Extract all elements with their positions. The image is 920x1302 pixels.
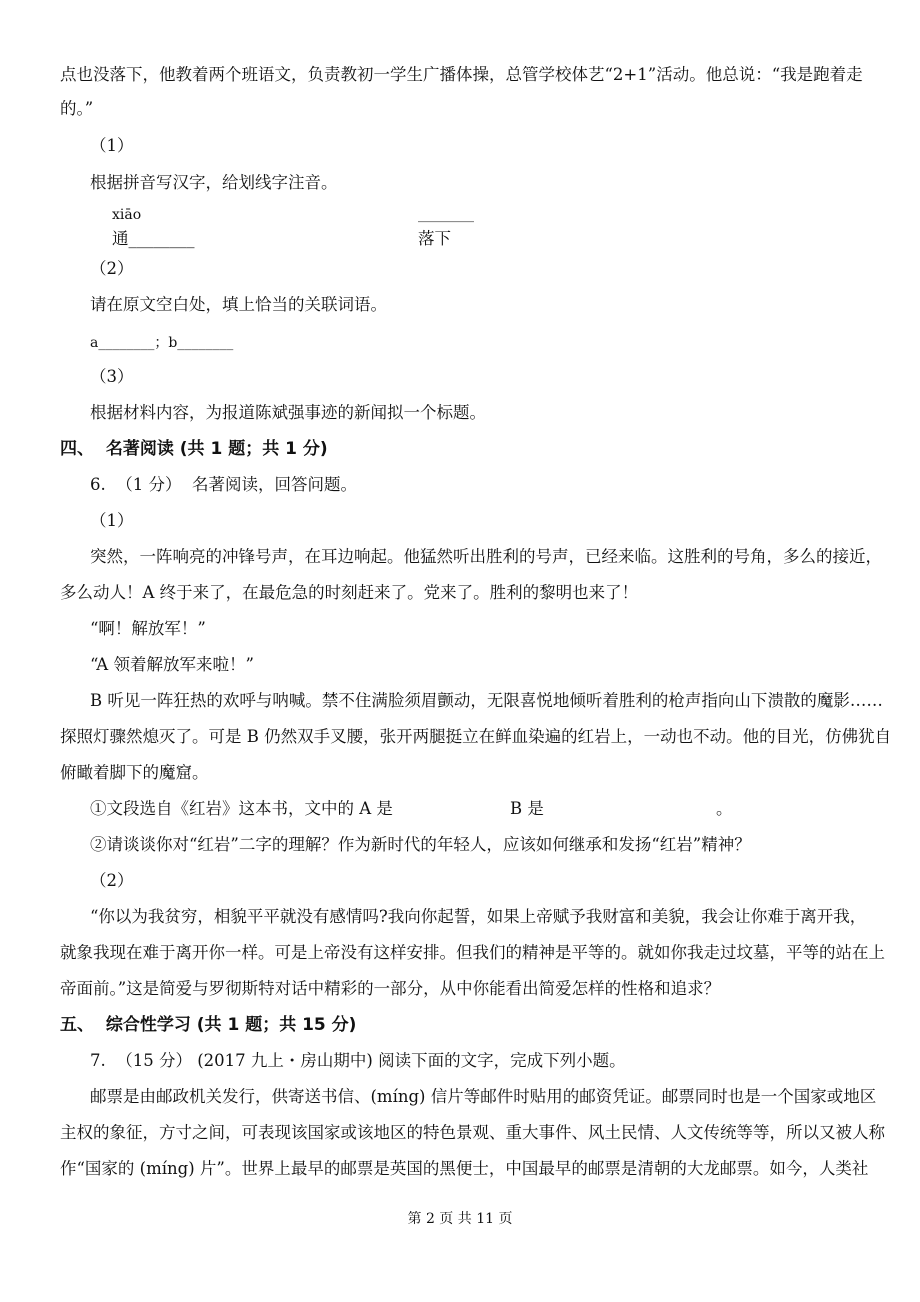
text-line: 就象我现在难于离开你一样。可是上帝没有这样安排。但我们的精神是平等的。就如你我走过坟墓，平等的站在上 (60, 943, 885, 962)
text-line: 点也没落下，他教着两个班语文，负责教初一学生广播体操，总管学校体艺“2+1”活动。他总说：“我是跑着走 (60, 65, 863, 84)
question-text: 根据拼音写汉字，给划线字注音。 (90, 173, 338, 192)
text-line: “A 领着解放军来啦！” (90, 655, 254, 674)
section-heading: 五、 综合性学习 (共 1 题；共 15 分) (60, 1015, 357, 1035)
subquestion-number: （1） (90, 511, 134, 530)
subquestion-number: （2） (90, 259, 134, 278)
question-title: 7. （15 分） (2017 九上・房山期中) 阅读下面的文字，完成下列小题。 (90, 1051, 626, 1070)
subquestion-number: （2） (90, 871, 134, 890)
subquestion-number: （3） (90, 367, 134, 386)
section-heading: 四、 名著阅读 (共 1 题；共 1 分) (60, 439, 328, 459)
text-line: 主权的象征，方寸之间，可表现该国家或该地区的特色景观、重大事件、风土民情、人文传统等等，所以又被人称 (60, 1123, 885, 1142)
text-line: 的。” (60, 99, 94, 118)
subquestion-number: （1） (90, 136, 134, 155)
text-line: 突然，一阵响亮的冲锋号声，在耳边响起。他猛然听出胜利的号声，已经来临。这胜利的号角，多么的接近， (90, 547, 882, 566)
text-line: B 听见一阵狂热的欢呼与呐喊。禁不住满脸须眉颤动，无限喜悦地倾听着胜利的枪声指向山下溃散的魔影…… (90, 691, 883, 710)
text-line: 探照灯骤然熄灭了。可是 B 仍然双手叉腰，张开两腿挺立在鲜血染遍的红岩上，一动也不动。他的目光，仿佛犹自 (60, 727, 892, 746)
question-text: 请在原文空白处，填上恰当的关联词语。 (90, 295, 387, 314)
pinyin-label: xiāo (112, 207, 142, 223)
question-text: 。 (716, 799, 733, 818)
text-line: “啊！解放军！” (90, 619, 206, 638)
question-title: 6. （1 分） 名著阅读，回答问题。 (90, 475, 357, 494)
word-luoxia: 落下 (418, 229, 451, 248)
question-text: B 是 (510, 799, 544, 818)
text-line: 俯瞰着脚下的魔窟。 (60, 763, 209, 782)
question-text: 根据材料内容，为报道陈斌强事迹的新闻拟一个标题。 (90, 403, 486, 422)
answer-blank-tong: 通________ (112, 229, 195, 248)
text-line: 邮票是由邮政机关发行，供寄送书信、(míng) 信片等邮件时贴用的邮资凭证。邮票同时也是一个国家或地区 (90, 1087, 877, 1106)
question-text: ②请谈谈你对“红岩”二字的理解？作为新时代的年轻人，应该如何继承和发扬“红岩”精神？ (90, 835, 751, 854)
text-line: 多么动人！A 终于来了，在最危急的时刻赶来了。党来了。胜利的黎明也来了！ (60, 583, 639, 602)
answer-blanks: a________；b________ (90, 335, 234, 351)
page-footer: 第 2 页 共 11 页 (407, 1211, 513, 1227)
answer-blank: ________ (418, 207, 474, 223)
question-text: ①文段选自《红岩》这本书，文中的 A 是 (90, 799, 393, 818)
text-line: “你以为我贫穷，相貌平平就没有感情吗?我向你起誓，如果上帝赋予我财富和美貌，我会让你难于离开我， (90, 907, 867, 926)
text-line: 作“国家的 (míng) 片”。世界上最早的邮票是英国的黑便士，中国最早的邮票是清朝的大龙邮票。如今，人类社 (60, 1159, 869, 1178)
text-line: 帝面前。”这是简爱与罗彻斯特对话中精彩的一部分，从中你能看出简爱怎样的性格和追求？ (60, 979, 721, 998)
